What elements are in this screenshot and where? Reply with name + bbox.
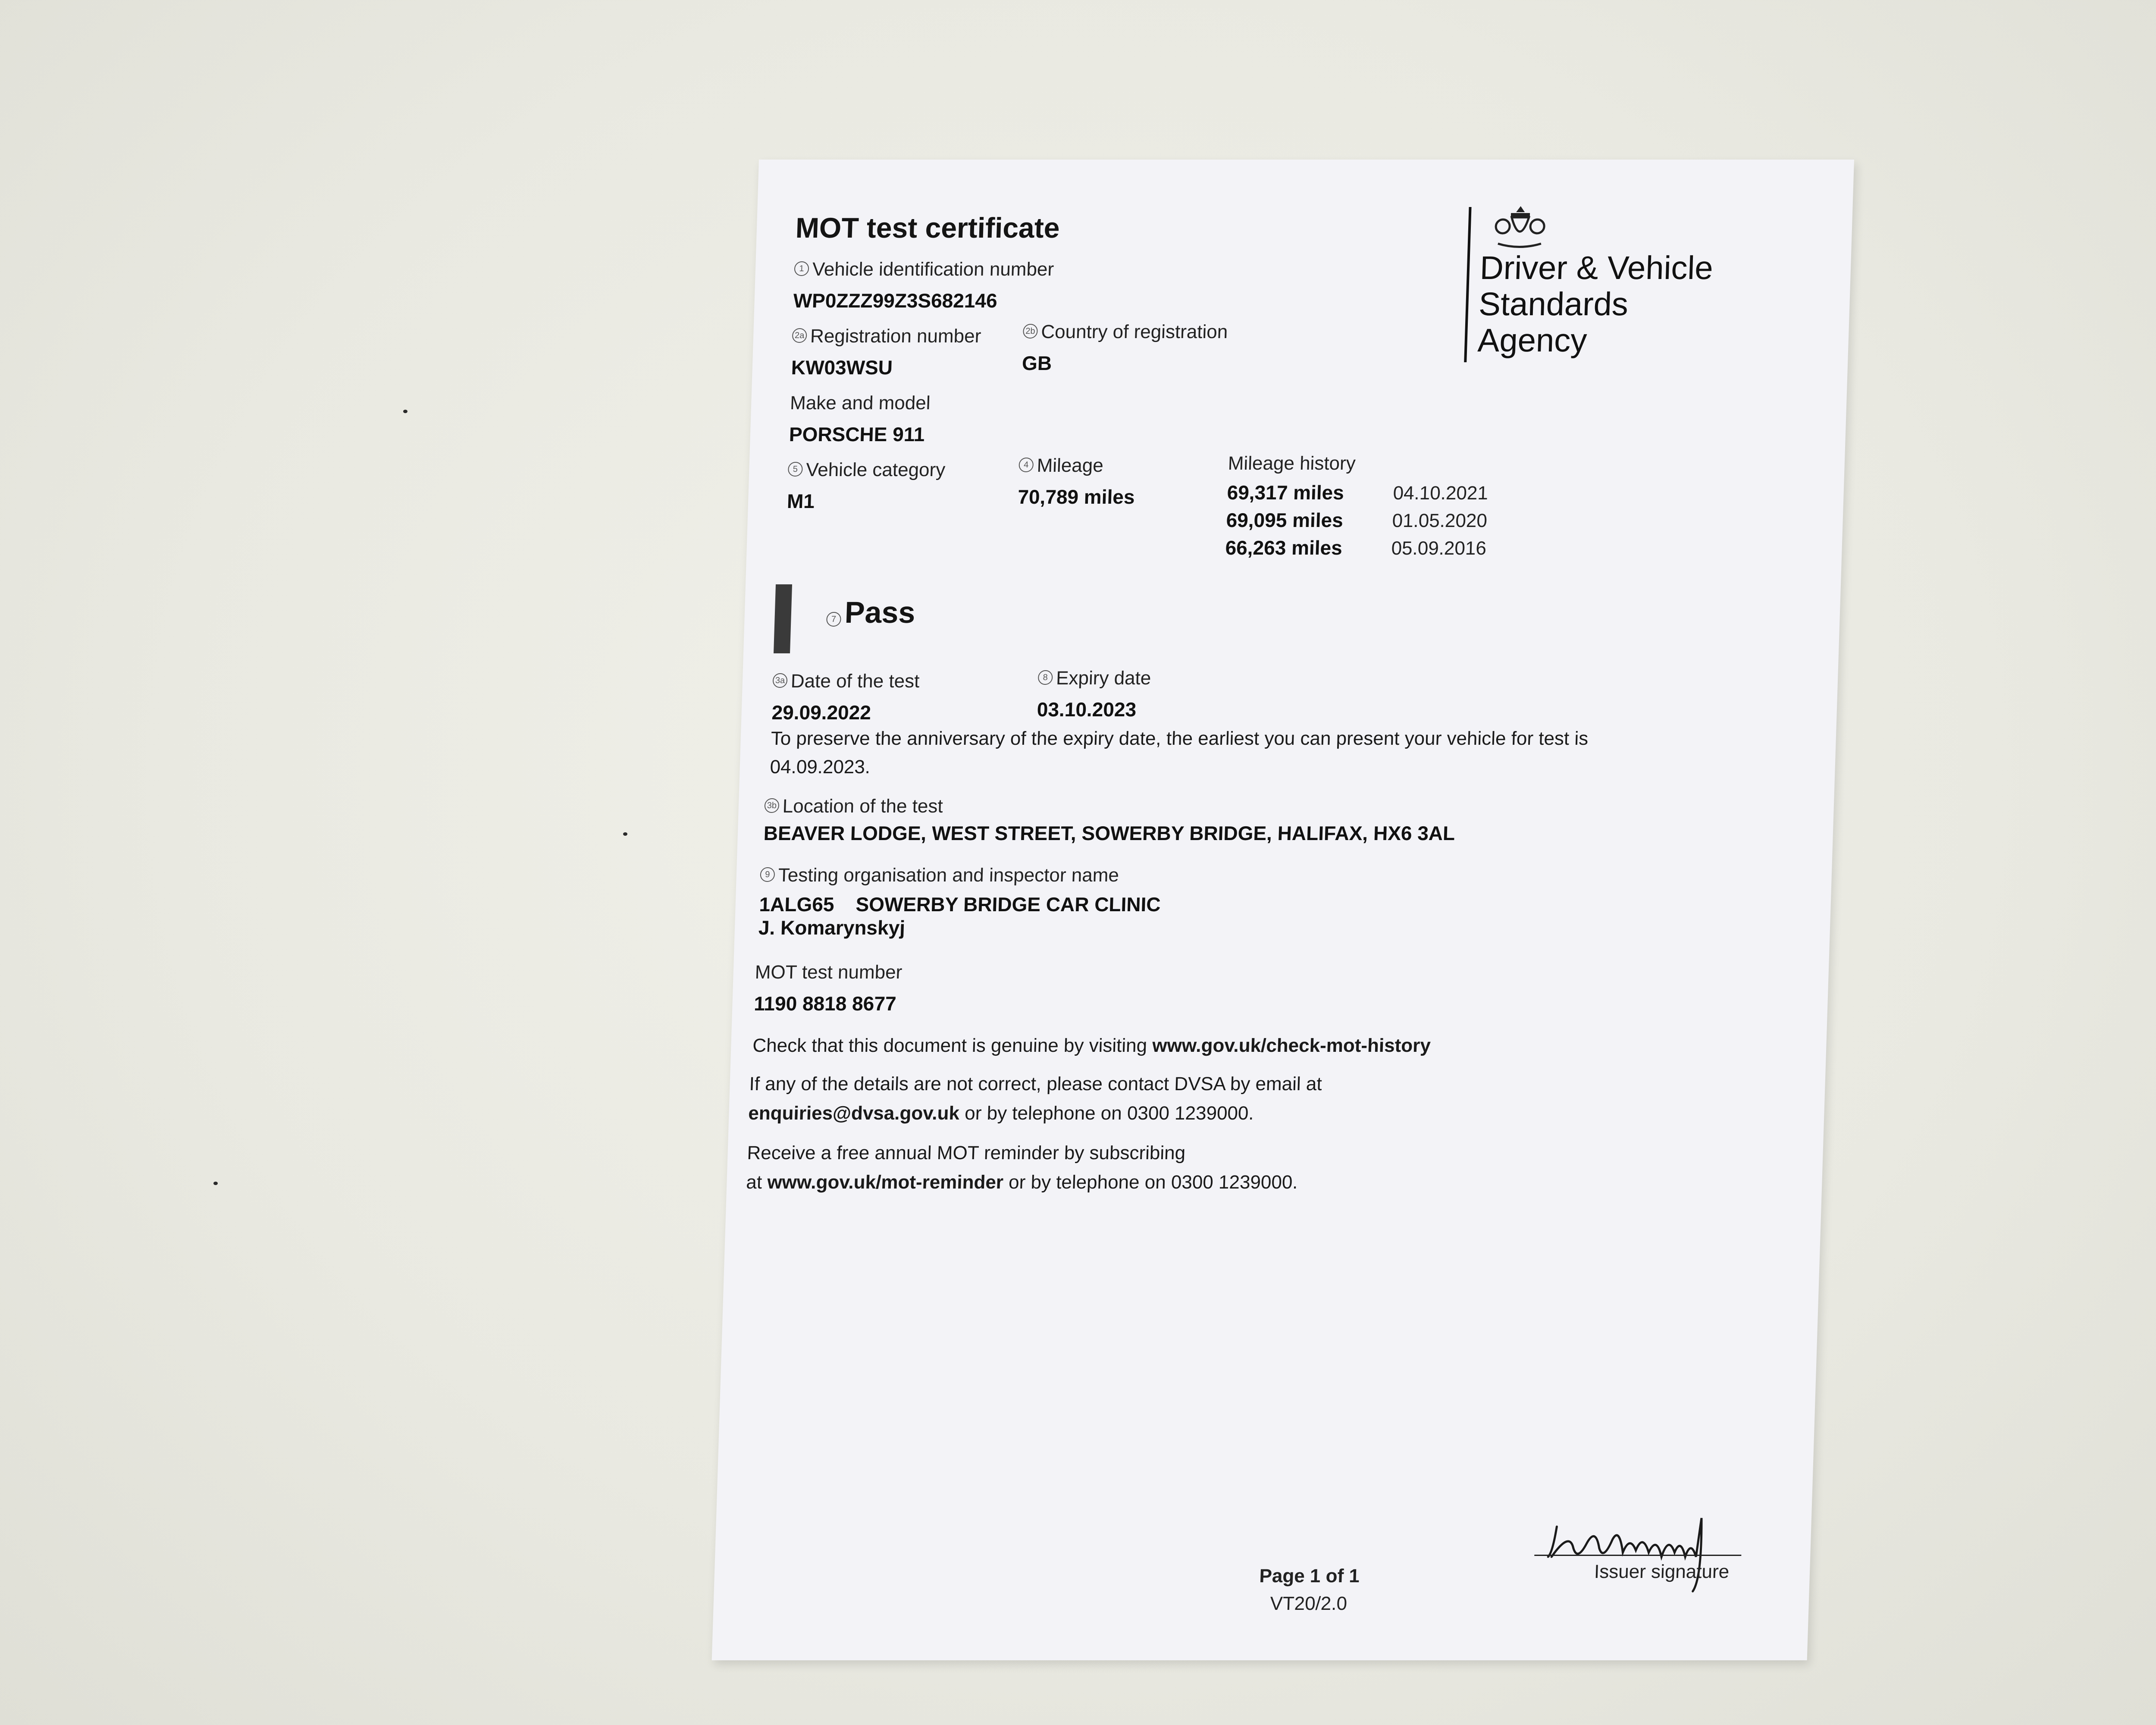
field-number-badge: 3b <box>764 798 779 813</box>
make-model-label: Make and model <box>790 392 931 414</box>
result <box>826 595 916 630</box>
agency-name <box>1477 250 1714 359</box>
vin-label: 1 Vehicle identification number <box>794 259 1054 280</box>
contact-text: If any of the details are not correct, please contact DVSA by email at enquiries@dvsa.gov.uk or by telephone on 0300 1239000. <box>748 1073 1322 1124</box>
field-number-badge: 8 <box>1038 670 1053 685</box>
form-code: VT20/2.0 <box>1269 1593 1348 1614</box>
result-bar <box>774 584 792 653</box>
registration-value: KW03WSU <box>791 356 893 379</box>
field-number-badge: 5 <box>788 462 803 477</box>
list-item <box>1226 508 1488 536</box>
field-number-badge: 2a <box>792 328 807 343</box>
mileage-history-list <box>1225 481 1489 564</box>
check-text: Check that this document is genuine by visiting www.gov.uk/check-mot-history <box>752 1035 1431 1056</box>
crest-icon <box>1489 203 1551 252</box>
registration-label: 2a Registration number <box>792 326 981 347</box>
agency-divider <box>1464 207 1471 362</box>
location-label: 3b Location of the test <box>764 796 943 817</box>
history-miles: 66,263 miles <box>1225 536 1343 559</box>
organisation-name: SOWERBY BRIDGE CAR CLINIC <box>855 893 1161 916</box>
agency-line-2: Standards <box>1478 286 1629 323</box>
country-value: GB <box>1022 352 1052 374</box>
mot-certificate-page <box>712 160 1854 1660</box>
make-model-value: PORSCHE 911 <box>789 423 925 445</box>
reminder-text: Receive a free annual MOT reminder by subscribing at www.gov.uk/mot-reminder or by telephone on 0300 1239000. <box>746 1142 1298 1193</box>
country-label: 2b Country of registration <box>1023 321 1228 343</box>
organisation-code: 1ALG65 <box>758 893 835 916</box>
category-label: 5 Vehicle category <box>788 459 946 481</box>
category-value: M1 <box>787 490 815 512</box>
page-footer <box>1244 1565 1375 1615</box>
signature-line <box>1534 1555 1741 1556</box>
location-value: BEAVER LODGE, WEST STREET, SOWERBY BRIDGE, HALIFAX, HX6 3AL <box>763 822 1456 844</box>
history-miles: 69,317 miles <box>1226 481 1344 504</box>
organisation-value <box>758 893 1161 939</box>
expiry-date-value: 03.10.2023 <box>1037 698 1137 721</box>
table-speck <box>213 1182 218 1185</box>
history-date: 01.05.2020 <box>1391 510 1488 531</box>
result-label: Pass <box>844 596 916 629</box>
history-date: 05.09.2016 <box>1391 538 1487 559</box>
certificate-title: MOT test certificate <box>795 212 1060 244</box>
organisation-label: 9 Testing organisation and inspector name <box>760 865 1119 886</box>
reminder-link[interactable]: www.gov.uk/mot-reminder <box>767 1172 1004 1193</box>
history-miles: 69,095 miles <box>1225 509 1344 531</box>
field-number-badge: 7 <box>826 612 841 627</box>
check-link[interactable]: www.gov.uk/check-mot-history <box>1152 1035 1431 1056</box>
test-date-value: 29.09.2022 <box>771 701 871 724</box>
field-number-badge: 2b <box>1023 324 1038 339</box>
list-item <box>1225 536 1487 564</box>
test-number-label: MOT test number <box>755 962 903 983</box>
agency-line-1: Driver & Vehicle <box>1479 250 1714 286</box>
field-number-badge: 4 <box>1018 458 1034 472</box>
test-date-label: 3a Date of the test <box>772 671 920 692</box>
history-date: 04.10.2021 <box>1392 483 1489 504</box>
field-number-badge: 9 <box>760 867 775 882</box>
contact-email-link[interactable]: enquiries@dvsa.gov.uk <box>748 1103 960 1124</box>
page-number: Page 1 of 1 <box>1259 1565 1360 1587</box>
anniversary-note: To preserve the anniversary of the expiry date, the earliest you can present your vehicle for test is 04.09.2023. <box>769 728 1589 778</box>
field-number-badge: 3a <box>772 673 787 688</box>
mileage-history-label: Mileage history <box>1228 453 1356 474</box>
table-speck <box>403 410 407 413</box>
signature-label: Issuer signature <box>1594 1561 1730 1582</box>
mileage-label: 4 Mileage <box>1018 455 1104 477</box>
expiry-date-label: 8 Expiry date <box>1037 668 1151 689</box>
field-number-badge: 1 <box>794 261 809 276</box>
list-item <box>1227 481 1489 508</box>
inspector-name: J. Komarynskyj <box>758 916 906 939</box>
vin-value: WP0ZZZ99Z3S682146 <box>793 289 998 312</box>
mileage-value: 70,789 miles <box>1017 486 1135 508</box>
agency-line-3: Agency <box>1477 322 1588 359</box>
table-speck <box>623 832 627 836</box>
test-number-value: 1190 8818 8677 <box>753 992 897 1015</box>
